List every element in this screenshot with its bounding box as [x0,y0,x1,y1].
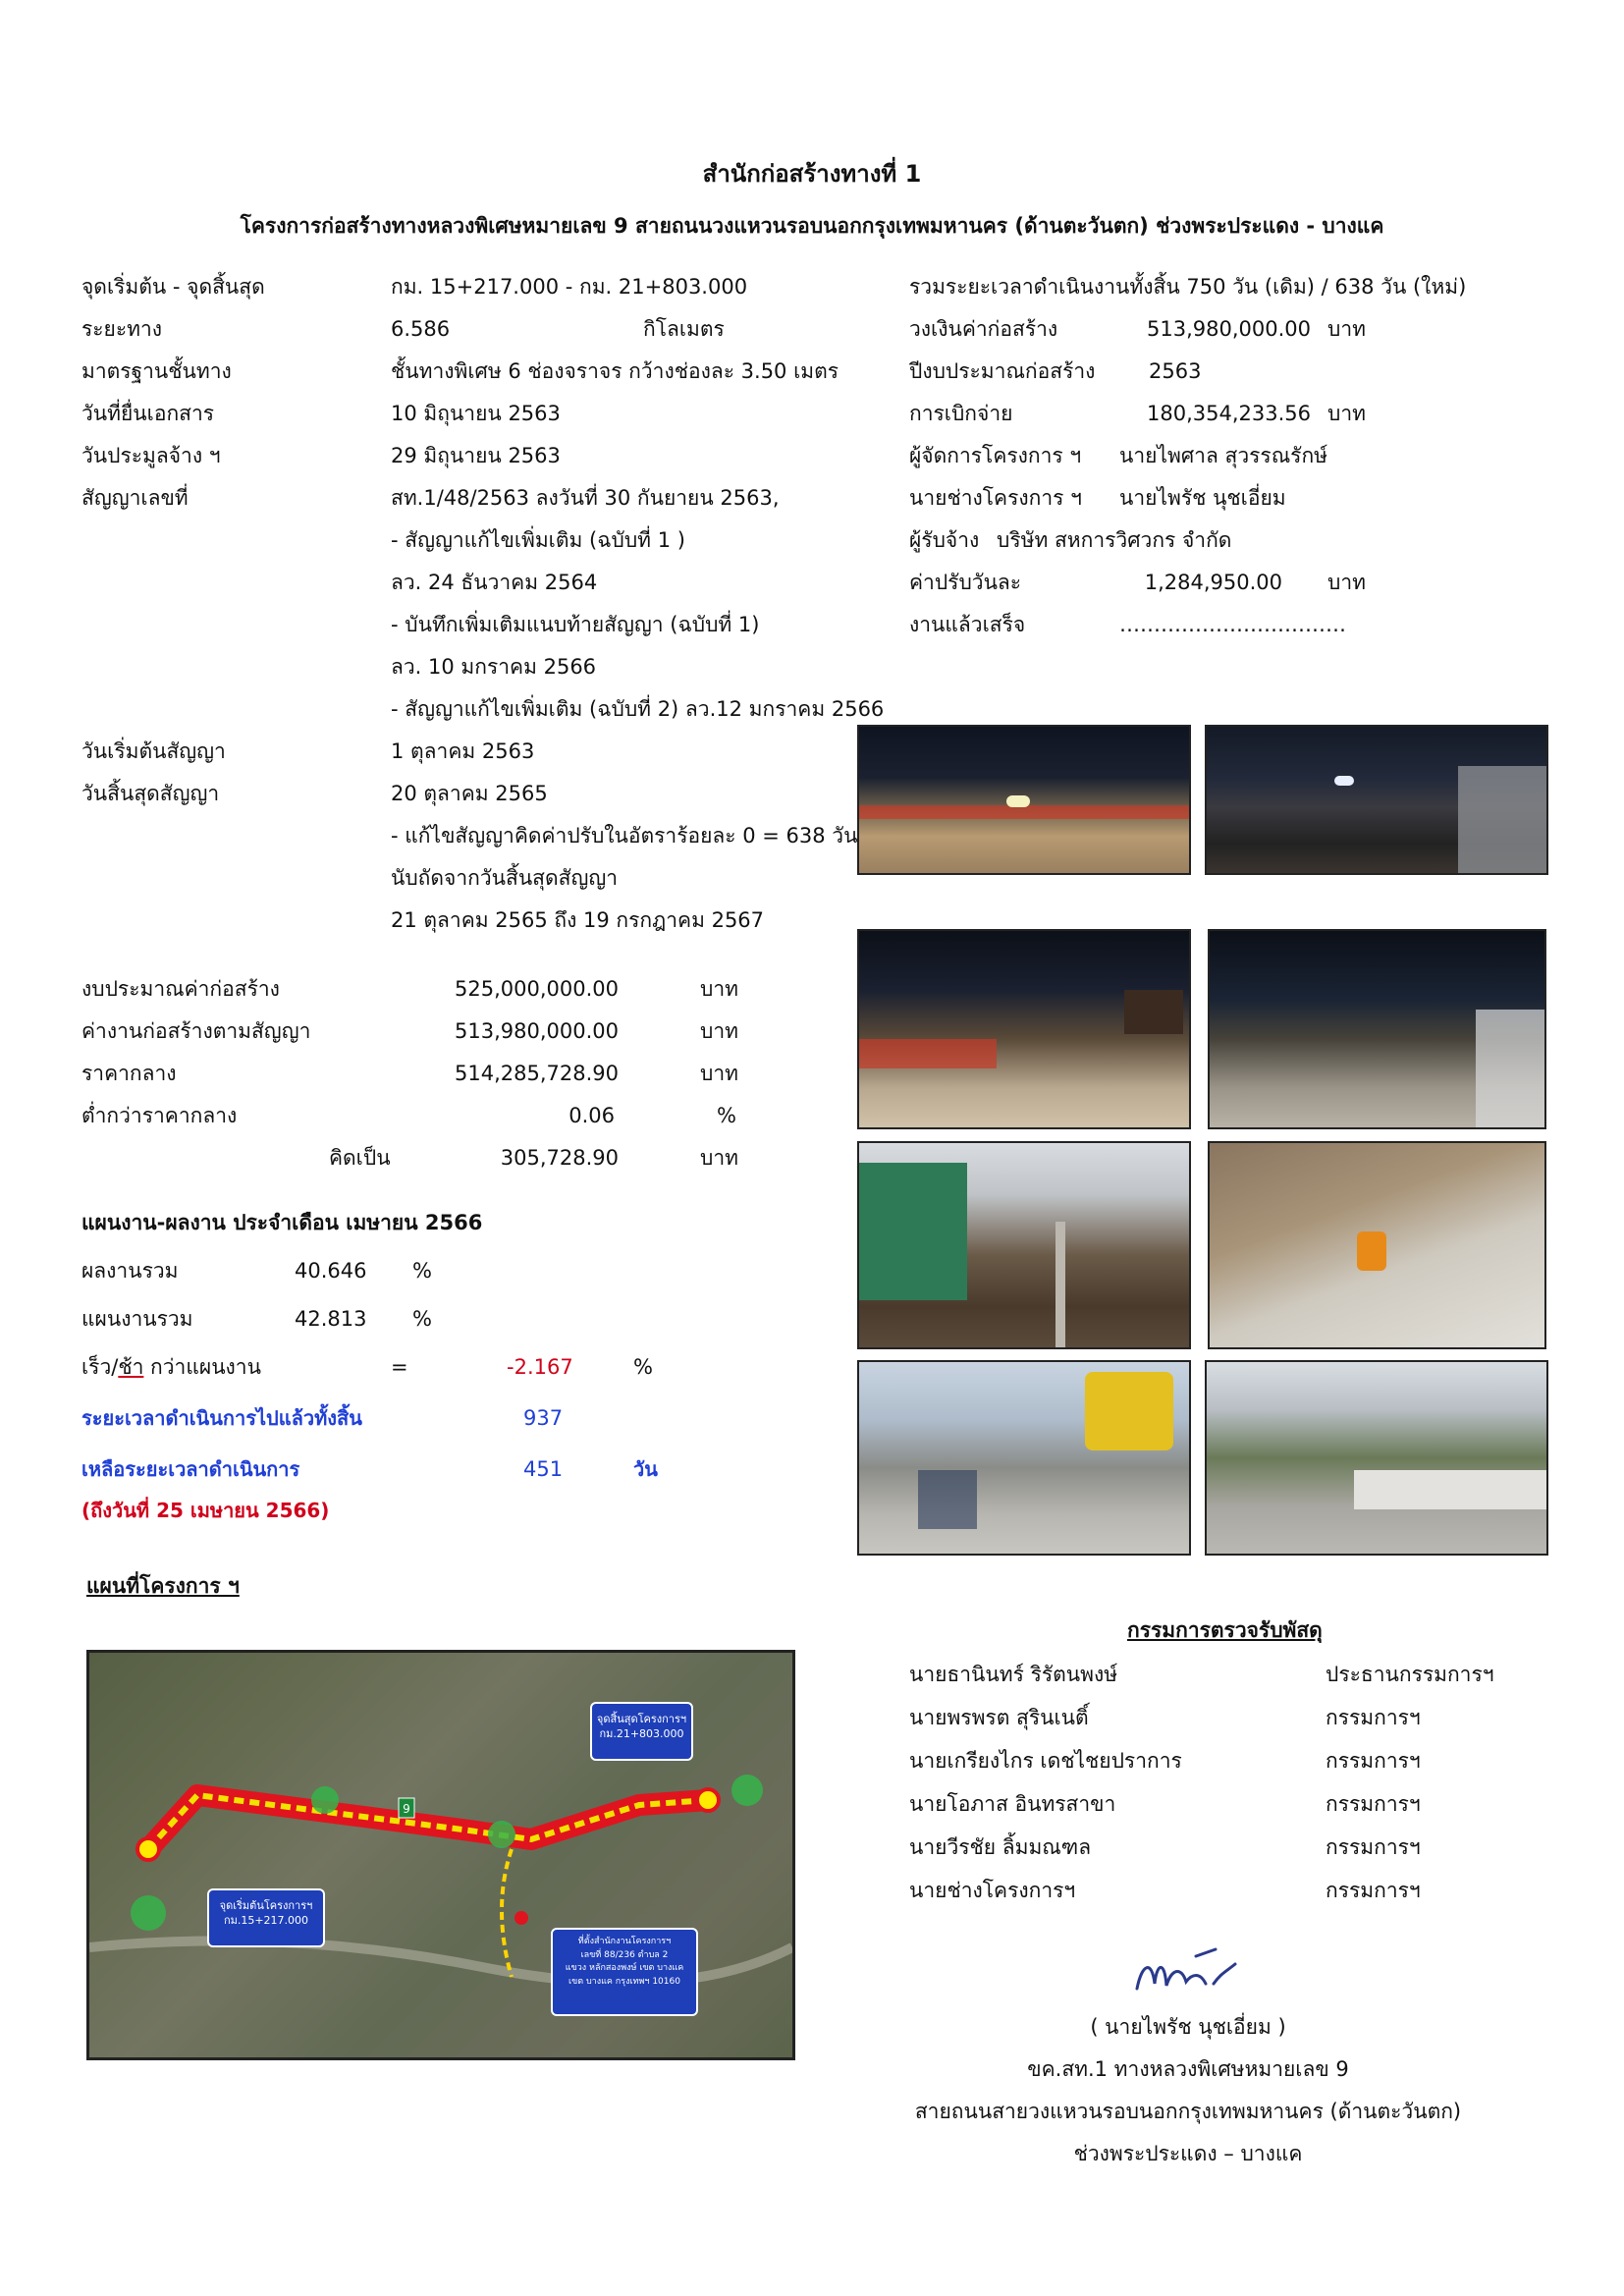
committee-title: กรรมการตรวจรับพัสดุ [1127,1618,1323,1642]
committee-member-name: นายเกรียงไกร เดชไชยปราการ [909,1749,1182,1773]
end-callout [590,1702,693,1761]
budget-label: งบประมาณค่าก่อสร้าง [81,977,280,1001]
committee-member-name: นายโอภาส อินทรสาขา [909,1792,1116,1816]
right-label-engineer: นายช่างโครงการ ฯ [909,486,1082,510]
budget-label: ค่างานก่อสร้างตามสัญญา [81,1019,311,1043]
right-label-disbursement: การเบิกจ่าย [909,402,1013,425]
end-marker [697,1789,719,1811]
committee-member-name: นายธานินทร์ ริรัตนพงษ์ [909,1663,1118,1686]
committee-member-role: กรรมการฯ [1326,1835,1421,1859]
contract-line: - บันทึกเพิ่มเติมแนบท้ายสัญญา (ฉบับที่ 1) [391,613,760,636]
info-value-contract-no: สท.1/48/2563 ลงวันที่ 30 กันยายน 2563, [391,486,780,510]
right-value-manager: นายไพศาล สุวรรณรักษ์ [1119,444,1328,467]
right-value-completion: …………………………… [1119,613,1346,636]
site-photo-8 [1205,1360,1548,1556]
signature-name: ( นายไพรัช นุชเอี่ยม ) [1090,2015,1286,2039]
info-value-standard: ชั้นทางพิเศษ 6 ช่องจราจร กว้างช่องละ 3.50 เมตร [391,359,839,383]
site-photo-3 [857,929,1191,1129]
start-callout [207,1888,325,1947]
right-value-engineer: นายไพรัช นุชเอี่ยม [1119,486,1286,510]
budget-label: ต่ำกว่าราคากลาง [81,1104,238,1127]
right-label-contractor: ผู้รับจ้าง [909,528,980,552]
end-callout-km: กม.21+803.000 [599,1727,684,1741]
budget-label: คิดเป็น [329,1146,391,1170]
elapsed-label: ระยะเวลาดำเนินการไปแล้วทั้งสิ้น [81,1406,362,1430]
diff-label-slow: ช้า [118,1355,144,1379]
diff-value: -2.167 [507,1355,573,1379]
actual-unit: % [412,1259,432,1283]
contract-line: - สัญญาแก้ไขเพิ่มเติม (ฉบับที่ 2) ลว.12 มกราคม 2566 [391,697,885,721]
info-label-standard: มาตรฐานชั้นทาง [81,359,232,383]
plan-value: 42.813 [295,1307,367,1331]
map-title: แผนที่โครงการ ฯ [86,1574,240,1598]
office-title: สำนักก่อสร้างทางที่ 1 [702,160,922,188]
office-callout [551,1928,698,2016]
project-title: โครงการก่อสร้างทางหลวงพิเศษหมายเลข 9 สายถนนวงแหวนรอบนอกกรุงเทพมหานคร (ด้านตะวันตก) ช่วงพระประแดง - บางแค [240,214,1384,238]
right-label-budget: วงเงินค่าก่อสร้าง [909,317,1058,341]
right-value-disbursement: 180,354,233.56 [1147,402,1311,425]
extension-line: 21 ตุลาคม 2565 ถึง 19 กรกฎาคม 2567 [391,908,765,932]
site-photo-2 [1205,725,1548,875]
project-map [86,1650,795,2060]
interchange-marker [311,1786,339,1814]
contract-end-value: 20 ตุลาคม 2565 [391,782,548,805]
contract-start-value: 1 ตุลาคม 2563 [391,739,535,763]
interchange-marker [131,1895,166,1931]
right-unit-fine: บาท [1327,571,1366,594]
right-label-manager: ผู้จัดการโครงการ ฯ [909,444,1082,467]
diff-label [81,1355,261,1380]
interchange-marker [488,1821,515,1848]
remain-label: เหลือระยะเวลาดำเนินการ [81,1457,300,1481]
right-value-fiscal-year: 2563 [1149,359,1202,383]
right-label-completion: งานแล้วเสร็จ [909,613,1026,636]
signature-position: ขค.สท.1 ทางหลวงพิเศษหมายเลข 9 [1027,2057,1349,2081]
info-label-start-end: จุดเริ่มต้น - จุดสิ้นสุด [81,275,265,299]
diff-equals: = [391,1355,408,1379]
committee-member-role: กรรมการฯ [1326,1749,1421,1773]
committee-member-role: กรรมการฯ [1326,1879,1421,1902]
contract-start-label: วันเริ่มต้นสัญญา [81,739,226,763]
extension-line: - แก้ไขสัญญาคิดค่าปรับในอัตราร้อยละ 0 = 638 วัน [391,824,858,847]
contract-line: ลว. 10 มกราคม 2566 [391,655,597,679]
diff-label-fast: เร็ว/ [81,1355,119,1379]
office-callout-line: เขต บางแค กรุงเทพฯ 10160 [568,1976,680,1987]
info-label-distance: ระยะทาง [81,317,163,341]
committee-member-name: นายวีรชัย ลิ้มมณฑล [909,1835,1092,1859]
start-callout-title: จุดเริ่มต้นโครงการฯ [219,1899,313,1912]
committee-member-role: ประธานกรรมการฯ [1326,1663,1494,1686]
signature-stroke [1137,1949,1235,1989]
signature-image [1127,1944,1245,2003]
budget-value: 514,285,728.90 [455,1062,619,1085]
info-unit-distance: กิโลเมตร [643,317,725,341]
progress-title: แผนงาน-ผลงาน ประจำเดือน เมษายน 2566 [81,1211,483,1234]
committee-member-role: กรรมการฯ [1326,1706,1421,1729]
plan-unit: % [412,1307,432,1331]
right-value-fine: 1,284,950.00 [1144,571,1282,594]
contract-line: - สัญญาแก้ไขเพิ่มเติม (ฉบับที่ 1 ) [391,528,685,552]
start-marker [137,1838,159,1860]
remain-unit: วัน [633,1457,658,1481]
diff-unit: % [633,1355,653,1379]
info-label-contract-no: สัญญาเลขที่ [81,486,189,510]
right-label-fiscal-year: ปีงบประมาณก่อสร้าง [909,359,1096,383]
office-callout-line: ที่ตั้งสำนักงานโครงการฯ [577,1937,672,1946]
budget-value: 305,728.90 [500,1146,619,1170]
budget-unit: บาท [700,977,738,1001]
signature-position: สายถนนสายวงแหวนรอบนอกกรุงเทพมหานคร (ด้านตะวันตก) [914,2100,1462,2123]
budget-unit: บาท [700,1062,738,1085]
budget-unit: % [717,1104,736,1127]
actual-value: 40.646 [295,1259,367,1283]
actual-label: ผลงานรวม [81,1259,179,1283]
elapsed-value: 937 [523,1406,564,1430]
extension-line: นับถัดจากวันสิ้นสุดสัญญา [391,866,619,890]
committee-member-role: กรรมการฯ [1326,1792,1421,1816]
budget-unit: บาท [700,1146,738,1170]
site-photo-4 [1208,929,1546,1129]
office-callout-line: เลขที่ 88/236 ตำบล 2 [580,1949,669,1960]
right-value-contractor: บริษัท สหการวิศวกร จำกัด [997,528,1232,552]
info-value-submit-date: 10 มิถุนายน 2563 [391,402,561,425]
interchange-marker [731,1775,763,1806]
site-photo-5 [857,1141,1191,1349]
info-label-bid-date: วันประมูลจ้าง ฯ [81,444,221,467]
info-label-submit-date: วันที่ยื่นเอกสาร [81,402,215,425]
info-value-start-end: กม. 15+217.000 - กม. 21+803.000 [391,275,748,299]
right-label-fine: ค่าปรับวันละ [909,571,1022,594]
site-photo-6 [1208,1141,1546,1349]
info-value-distance: 6.586 [391,317,451,341]
office-marker [514,1911,528,1925]
as-of-date: (ถึงวันที่ 25 เมษายน 2566) [81,1499,330,1522]
duration-text: รวมระยะเวลาดำเนินงานทั้งสิ้น 750 วัน (เดิม) / 638 วัน (ใหม่) [909,275,1467,299]
budget-value: 513,980,000.00 [455,1019,619,1043]
info-value-bid-date: 29 มิถุนายน 2563 [391,444,561,467]
diff-label-suffix: กว่าแผนงาน [143,1355,261,1379]
contract-end-label: วันสิ้นสุดสัญญา [81,782,220,805]
site-photo-1 [857,725,1191,875]
right-value-budget: 513,980,000.00 [1147,317,1311,341]
contract-line: ลว. 24 ธันวาคม 2564 [391,571,598,594]
route-shield-number: 9 [403,1802,410,1816]
right-unit-budget: บาท [1327,317,1366,341]
start-callout-km: กม.15+217.000 [223,1914,309,1928]
budget-value: 525,000,000.00 [455,977,619,1001]
budget-label: ราคากลาง [81,1062,177,1085]
committee-member-name: นายพรพรต สุรินเนติ์ [909,1706,1089,1729]
office-callout-line: แขวง หลักสองพงษ์ เขต บางแค [565,1963,684,1973]
budget-unit: บาท [700,1019,738,1043]
site-photo-7 [857,1360,1191,1556]
remain-value: 451 [523,1457,564,1481]
plan-label: แผนงานรวม [81,1307,193,1331]
signature-position: ช่วงพระประแดง – บางแค [1073,2142,1303,2165]
right-unit-disbursement: บาท [1327,402,1366,425]
budget-value: 0.06 [568,1104,615,1127]
committee-member-name: นายช่างโครงการฯ [909,1879,1076,1902]
end-callout-title: จุดสิ้นสุดโครงการฯ [596,1713,687,1725]
